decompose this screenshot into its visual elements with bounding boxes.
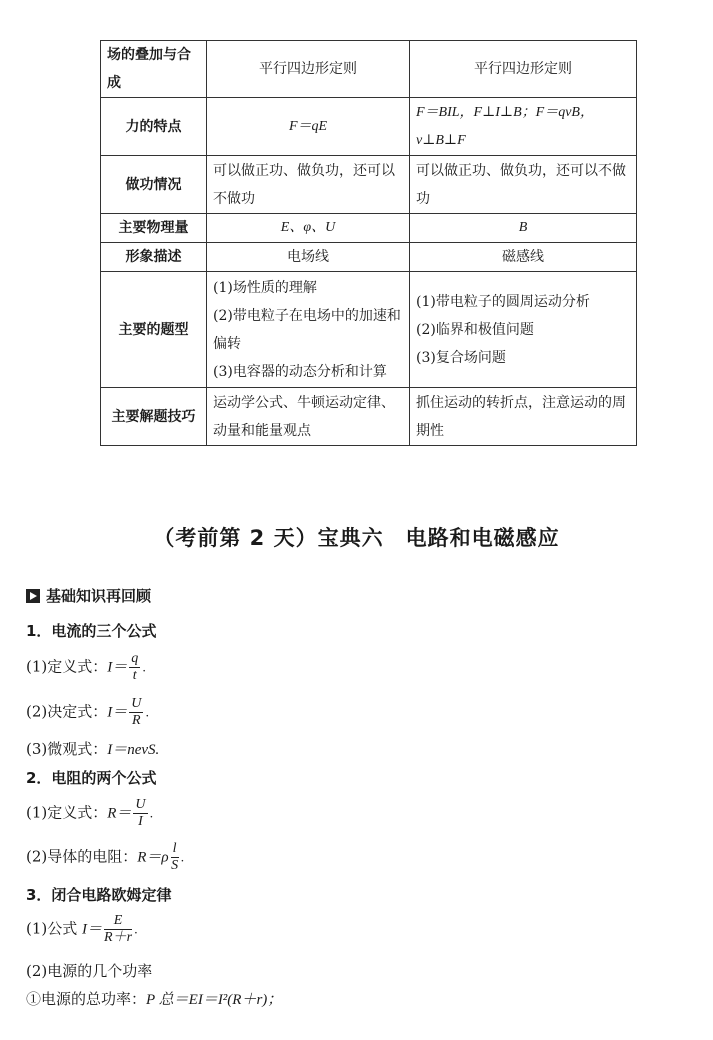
- list-item: (1)场性质的理解: [213, 279, 317, 296]
- formula-label: (1)定义式：: [26, 657, 108, 676]
- row-header: 主要的题型: [101, 272, 207, 388]
- magnetic-cell: 可以做正功、做负功，还可以不做功: [410, 156, 637, 214]
- table-row: [101, 98, 637, 156]
- page-title: （考前第 2 天）宝典六 电路和电磁感应: [153, 526, 560, 550]
- magnetic-cell: [410, 98, 637, 156]
- list-item: (3)复合场问题: [416, 349, 506, 366]
- electric-cell: 可以做正功、做负功，还可以不做功: [207, 156, 410, 214]
- numerator: l: [172, 841, 177, 856]
- formula-label: (1)公式: [26, 919, 83, 938]
- formula-ohms-law: (1)公式 I＝ $\frac{E}{R+r}$ .: [26, 913, 138, 945]
- fraction: [171, 842, 179, 873]
- field-comparison-table: [100, 40, 637, 446]
- list-item: (3)电容器的动态分析和计算: [213, 363, 387, 380]
- magnetic-cell: 平行四边形定则: [410, 41, 637, 98]
- denominator: t: [132, 668, 137, 683]
- formula-determination: (2)决定式：I＝ $\frac{U}{R}$ .: [26, 696, 150, 728]
- formula-label: (1)定义式：: [26, 803, 108, 822]
- denominator: R: [132, 713, 141, 728]
- denominator: S: [171, 858, 179, 873]
- formula-definition: (1)定义式：I＝ $\frac{q}{t}$ .: [26, 651, 147, 683]
- fraction: [104, 914, 132, 945]
- magnetic-line: F＝BIL，F⊥I⊥B；F＝qvB，: [416, 104, 594, 120]
- fraction: [133, 798, 147, 829]
- electric-cell: 运动学公式、牛顿运动定律、动量和能量观点: [207, 388, 410, 446]
- electric-cell: F＝qE: [207, 98, 410, 156]
- list-item: (1)带电粒子的圆周运动分析: [416, 293, 590, 310]
- magnetic-cell: [410, 272, 637, 388]
- row-header: 做功情况: [101, 156, 207, 214]
- electric-cell: [207, 272, 410, 388]
- formula-label: (3)微观式：: [26, 740, 108, 758]
- row-header: 场的叠加与合成: [101, 41, 207, 98]
- denominator: I: [138, 814, 143, 829]
- magnetic-cell: 磁感线: [410, 243, 637, 272]
- denominator: R＋r: [104, 930, 133, 945]
- formula-expression: P 总＝EI＝I²(R＋r)；: [146, 992, 283, 1008]
- row-header: 主要解题技巧: [101, 388, 207, 446]
- formula-lhs: I＝: [107, 659, 128, 676]
- formula-label: (2)决定式：: [26, 702, 108, 721]
- row-header: 力的特点: [101, 98, 207, 156]
- formula-conductor-resistance: (2)导体的电阻：R＝ρ $\frac{l}{S}$ .: [26, 841, 185, 873]
- section-header-label: 基础知识再回顾: [46, 587, 152, 605]
- fraction: [129, 697, 143, 728]
- formula-lhs: R＝ρ: [137, 849, 169, 866]
- formula-expression: I＝nevS.: [107, 742, 160, 758]
- formula-label: (2)导体的电阻：: [26, 847, 138, 866]
- table-row: [101, 214, 637, 243]
- magnetic-line: v⊥B⊥F: [416, 132, 466, 148]
- table-row: [101, 156, 637, 214]
- formula-lhs: I＝: [107, 704, 128, 721]
- table-row: [101, 272, 637, 388]
- table-row: [101, 388, 637, 446]
- list-item: (2)带电粒子在电场中的加速和偏转: [213, 307, 401, 352]
- formula-total-power: [26, 988, 282, 1009]
- list-item: (2)临界和极值问题: [416, 321, 534, 338]
- magnetic-cell: B: [410, 214, 637, 243]
- heading-ohms-law: 3．闭合电路欧姆定律: [26, 886, 172, 904]
- formula-label: ①电源的总功率：: [26, 990, 147, 1008]
- power-subheading: (2)电源的几个功率: [26, 962, 153, 980]
- fraction: [129, 652, 140, 683]
- formula-lhs: I＝: [82, 921, 103, 938]
- numerator: U: [131, 696, 142, 711]
- magnetic-cell: 抓住运动的转折点，注意运动的周期性: [410, 388, 637, 446]
- numerator: q: [131, 651, 139, 666]
- formula-lhs: R＝: [107, 805, 132, 822]
- heading-current-formulas: 1．电流的三个公式: [26, 622, 157, 640]
- formula-resistance-definition: (1)定义式：R＝ $\frac{U}{I}$ .: [26, 797, 154, 829]
- electric-cell: 电场线: [207, 243, 410, 272]
- electric-cell: 平行四边形定则: [207, 41, 410, 98]
- numerator: U: [135, 797, 146, 812]
- table-row: [101, 41, 637, 98]
- formula-microscopic: [26, 738, 159, 759]
- section-header: [26, 585, 151, 606]
- table-row: [101, 243, 637, 272]
- numerator: E: [104, 914, 132, 930]
- heading-resistance-formulas: 2．电阻的两个公式: [26, 769, 157, 787]
- play-triangle-icon: [26, 589, 40, 603]
- electric-cell: E、φ、U: [207, 214, 410, 243]
- row-header: 主要物理量: [101, 214, 207, 243]
- row-header: 形象描述: [101, 243, 207, 272]
